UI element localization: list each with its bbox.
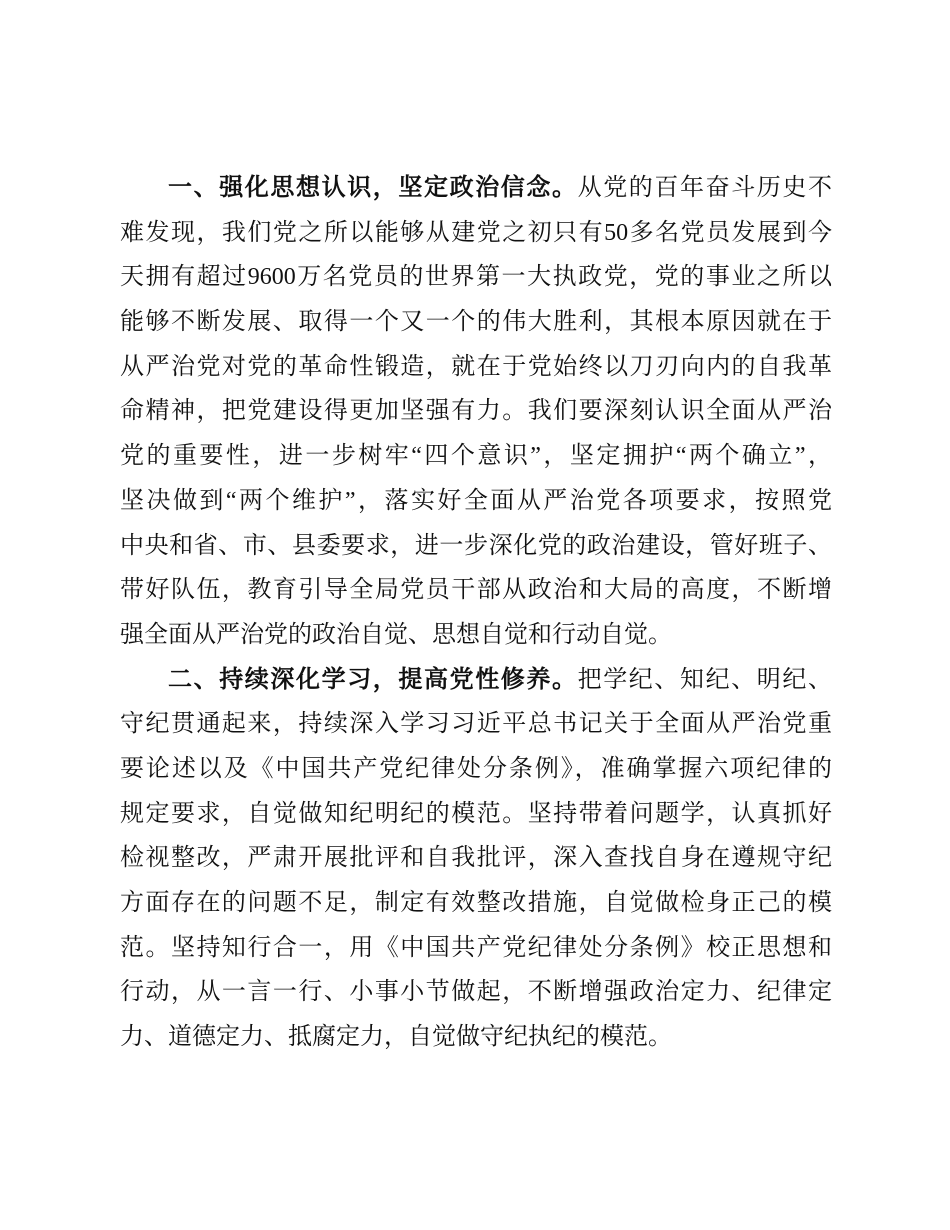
document-page xyxy=(120,166,832,1060)
paragraph-line xyxy=(120,166,832,211)
paragraph-text: 从党的百年奋斗历史不 xyxy=(577,175,832,201)
paragraph-2 xyxy=(120,658,832,1060)
paragraph-line: 难发现，我们党之所以能够从建党之初只有50多名党员发展到今 xyxy=(120,219,832,246)
paragraph-text: 把学纪、知纪、明纪、 xyxy=(577,666,832,693)
section-heading: 一、强化思想认识，坚定政治信念。 xyxy=(168,175,578,201)
paragraph-line: 行动，从一言一行、小事小节做起，不断增强政治定力、纪律定 xyxy=(120,979,832,1006)
paragraph-line: 中央和省、市、县委要求，进一步深化党的政治建设，管好班子、 xyxy=(120,532,832,559)
paragraph-line: 要论述以及《中国共产党纪律处分条例》，准确掌握六项纪律的 xyxy=(120,755,832,782)
paragraph-line: 带好队伍，教育引导全局党员干部从政治和大局的高度，不断增 xyxy=(120,577,832,604)
paragraph-1 xyxy=(120,166,832,658)
paragraph-line: 规定要求，自觉做知纪明纪的模范。坚持带着问题学，认真抓好 xyxy=(120,800,832,827)
paragraph-line: 党的重要性，进一步树牢“四个意识”，坚定拥护“两个确立”， xyxy=(120,443,832,470)
paragraph-line: 坚决做到“两个维护”，落实好全面从严治党各项要求，按照党 xyxy=(120,487,832,514)
paragraph-line: 检视整改，严肃开展批评和自我批评，深入查找自身在遵规守纪 xyxy=(120,845,832,872)
paragraph-line: 范。坚持知行合一，用《中国共产党纪律处分条例》校正思想和 xyxy=(120,934,832,961)
paragraph-line: 强全面从严治党的政治自觉、思想自觉和行动自觉。 xyxy=(120,621,672,648)
paragraph-line: 从严治党对党的革命性锻造，就在于党始终以刀刃向内的自我革 xyxy=(120,353,832,380)
paragraph-line: 守纪贯通起来，持续深入学习习近平总书记关于全面从严治党重 xyxy=(120,711,832,738)
paragraph-line: 能够不断发展、取得一个又一个的伟大胜利，其根本原因就在于 xyxy=(120,309,832,336)
paragraph-line: 力、道德定力、抵腐定力，自觉做守纪执纪的模范。 xyxy=(120,1024,672,1051)
section-heading: 二、持续深化学习，提高党性修养。 xyxy=(168,666,578,693)
paragraph-line: 方面存在的问题不足，制定有效整改措施，自觉做检身正己的模 xyxy=(120,890,832,916)
paragraph-line: 命精神，把党建设得更加坚强有力。我们要深刻认识全面从严治 xyxy=(120,398,832,425)
paragraph-line xyxy=(120,658,832,703)
paragraph-line: 天拥有超过9600万名党员的世界第一大执政党，党的事业之所以 xyxy=(120,264,832,291)
